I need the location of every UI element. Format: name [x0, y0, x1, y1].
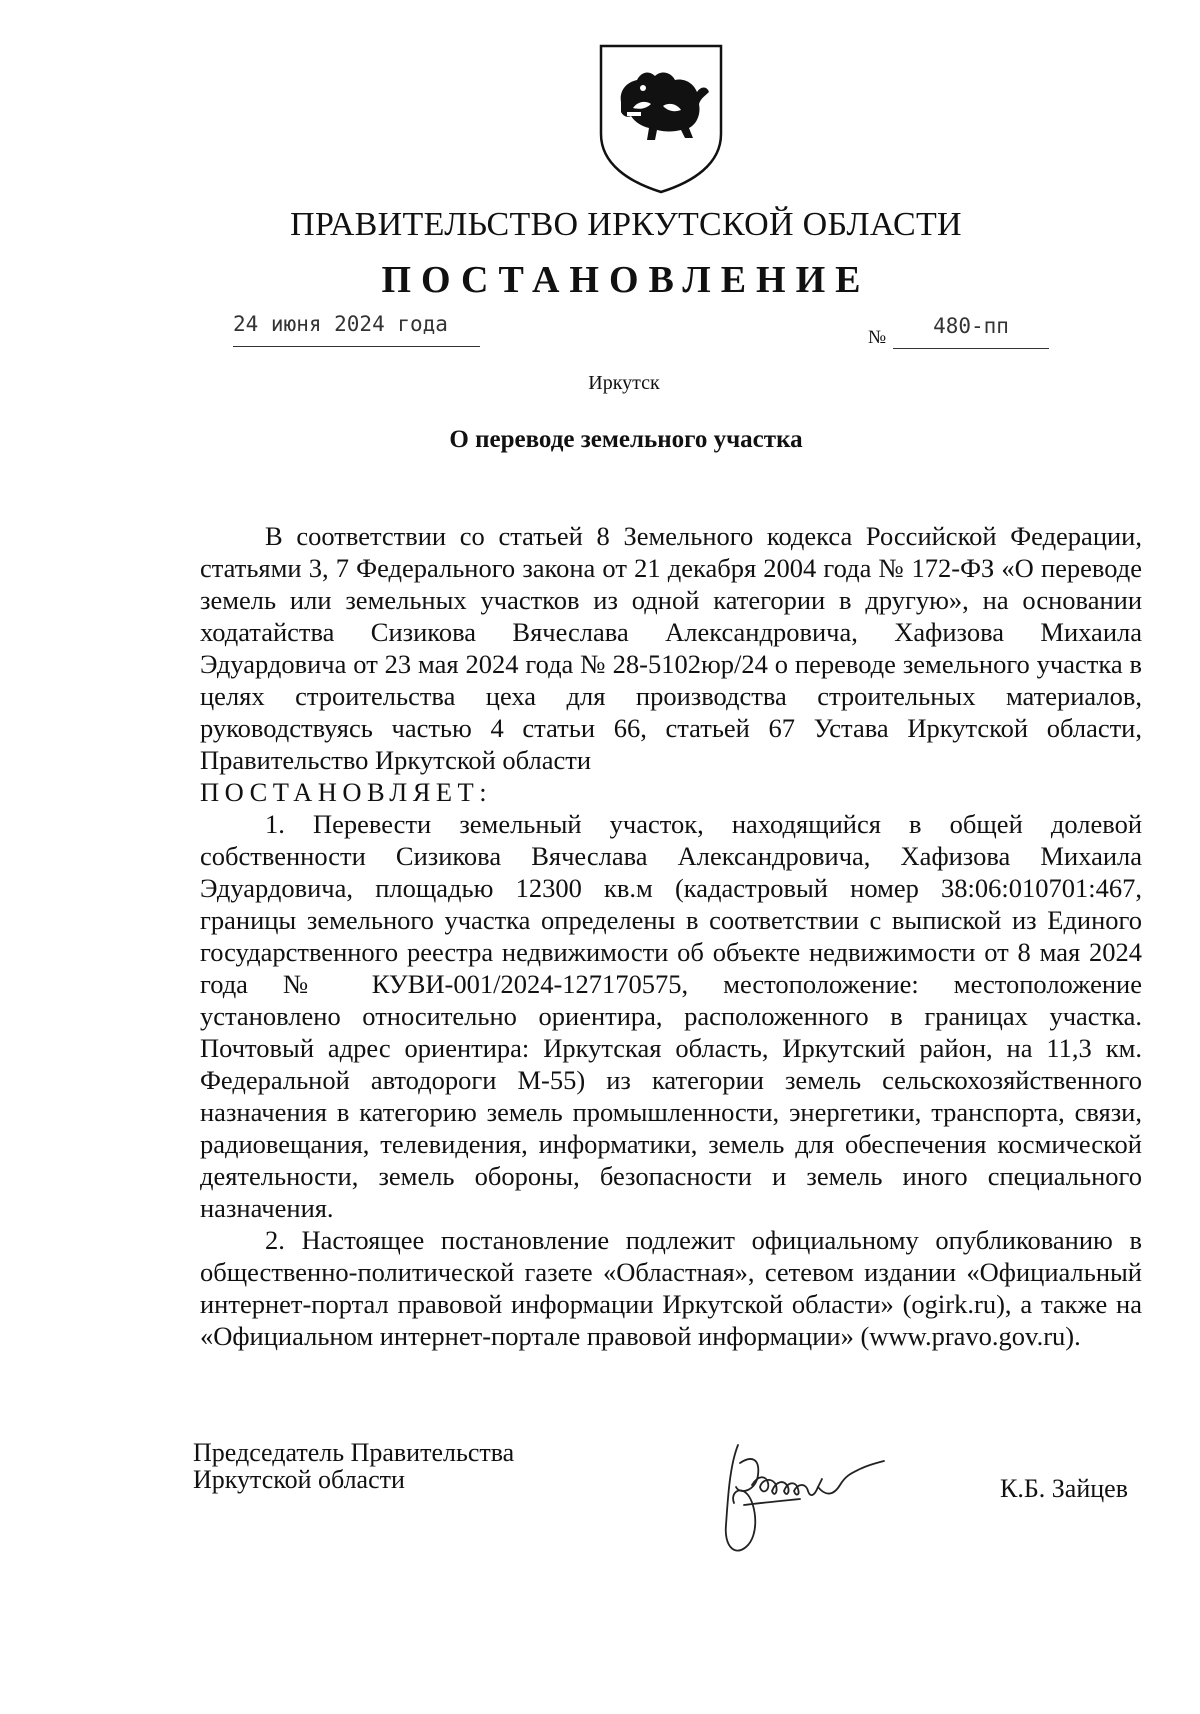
- document-number: 480-пп: [893, 314, 1049, 349]
- signer-position-line1: Председатель Правительства: [193, 1438, 515, 1467]
- handwritten-signature: [700, 1435, 950, 1565]
- city: Иркутск: [588, 372, 660, 394]
- signer-position-line2: Иркутской области: [193, 1465, 405, 1494]
- government-title: ПРАВИТЕЛЬСТВО ИРКУТСКОЙ ОБЛАСТИ: [290, 206, 962, 243]
- number-label: №: [868, 327, 887, 348]
- signer-name: К.Б. Зайцев: [1000, 1474, 1128, 1503]
- preamble-paragraph: В соответствии со статьей 8 Земельного кодекса Российской Федерации, статьями 3, 7 Федерального закона от 21 декабря 2004 года № 172-ФЗ «О переводе земель или земельных участков из одной категории в другую», на основании ходатайства Сизикова Вячеслава Александровича, Хафизова Михаила Эдуардовича от 23 мая 2024 года № 28-5102юр/24 о переводе земельного участка в целях строительства цеха для производства строительных материалов, руководствуясь частью 4 статьи 66, статьей 67 Устава Иркутской области, Правительство Иркутской области: [200, 521, 1142, 775]
- document-subject: О переводе земельного участка: [449, 426, 803, 453]
- item-2-paragraph: 2. Настоящее постановление подлежит официальному опубликованию в общественно-политической газете «Областная», сетевом издании «Официальный интернет-портал правовой информации Иркутской области» (ogirk.ru), а также на «Официальном интернет-портале правовой информации» (www.pravo.gov.ru).: [200, 1225, 1142, 1351]
- document-body: [200, 520, 1142, 1352]
- resolves-heading: ПОСТАНОВЛЯЕТ:: [200, 777, 493, 807]
- document-date: 24 июня 2024 года: [233, 312, 480, 347]
- signer-position: [193, 1439, 514, 1493]
- document-type: ПОСТАНОВЛЕНИЕ: [381, 259, 871, 301]
- coat-of-arms-icon: [597, 42, 725, 194]
- item-1-paragraph: 1. Перевести земельный участок, находящийся в общей долевой собственности Сизикова Вячеслава Александровича, Хафизова Михаила Эдуардовича, площадью 12300 кв.м (кадастровый номер 38:06:010701:467, границы земельного участка определены в соответствии с выпиской из Единого государственного реестра недвижимости об объекте недвижимости от 8 мая 2024 года № КУВИ-001/2024-127170575, местоположение: местоположение установлено относительно ориентира, расположенного в границах участка. Почтовый адрес ориентира: Иркутская область, Иркутский район, на 11,3 км. Федеральной автодороги М-55) из категории земель сельскохозяйственного назначения в категорию земель промышленности, энергетики, транспорта, связи, радиовещания, телевидения, информатики, земель для обеспечения космической деятельности, земель обороны, безопасности и земель иного специального назначения.: [200, 809, 1142, 1223]
